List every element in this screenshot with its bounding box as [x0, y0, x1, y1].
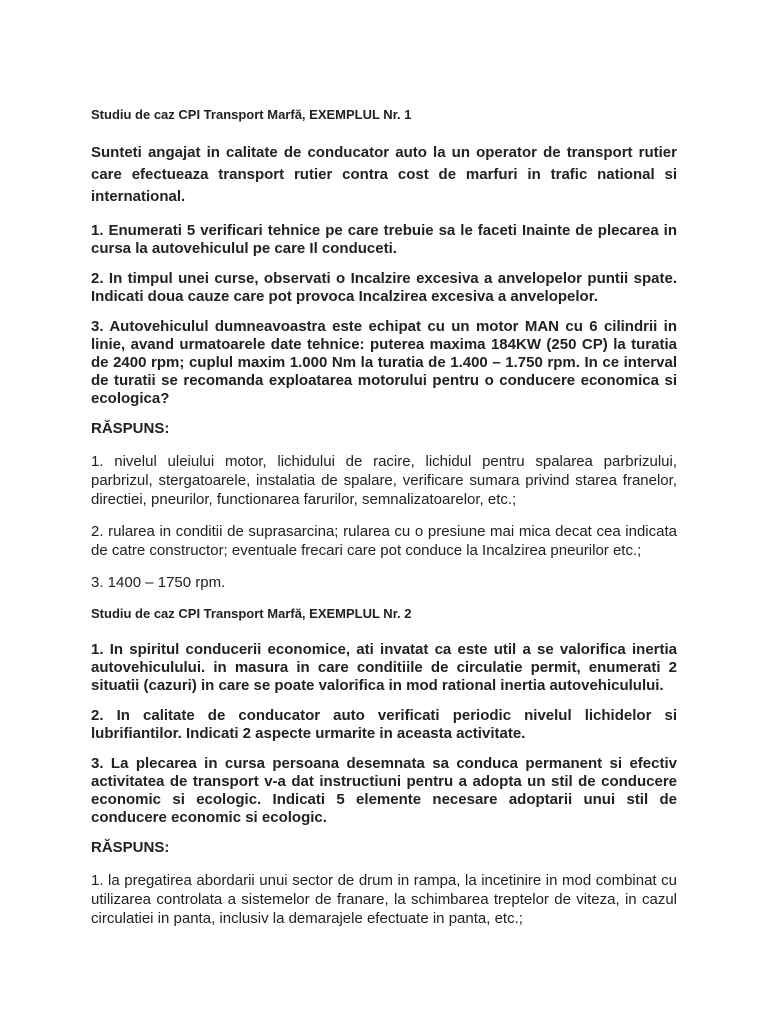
example-2-section — [91, 605, 677, 928]
example-1-heading: Studiu de caz CPI Transport Marfă, EXEMPLUL Nr. 1 — [91, 107, 412, 122]
example-1-answer-2: 2. rularea in conditii de suprasarcina; rularea cu o presiune mai mica decat cea indicata de catre constructor; eventuale frecari care pot conduce la Incalzirea pneurilor etc.; — [91, 523, 677, 559]
example-1-question-3: 3. Autovehiculul dumneavoastra este echipat cu un motor MAN cu 6 cilindrii in linie, avand urmatoarele date tehnice: puterea maxima 184KW (250 CP) la turatia de 2400 rpm; cuplul maxim 1.000 Nm la turatia de 1.400 – 1.750 rpm. In ce interval de turatii se recomanda exploatarea motorului pentru o conducere economica si ecologica? — [91, 318, 677, 407]
example-2-answer-title: RĂSPUNS: — [91, 839, 170, 856]
example-1-question-1: 1. Enumerati 5 verificari tehnice pe care trebuie sa le faceti Inainte de plecarea in cursa la autovehiculul pe care Il conduceti. — [91, 222, 677, 257]
example-1-section — [91, 106, 677, 592]
example-2-heading: Studiu de caz CPI Transport Marfă, EXEMPLUL Nr. 2 — [91, 606, 412, 621]
example-1-answer-title: RĂSPUNS: — [91, 420, 170, 437]
example-2-question-2: 2. In calitate de conducator auto verificati periodic nivelul lichidelor si lubrifiantilor. Indicati 2 aspecte urmarite in aceasta activitate. — [91, 707, 677, 742]
example-2-question-3: 3. La plecarea in cursa persoana desemnata sa conduca permanent si efectiv activitatea de transport v-a dat instructiuni pentru a adopta un stil de conducere economic si ecologic. Indicati 5 elemente necesare adoptarii unui stil de conducere economic si ecologic. — [91, 755, 677, 826]
example-1-question-2: 2. In timpul unei curse, observati o Incalzire excesiva a anvelopelor puntii spate. Indicati doua cauze care pot provoca Incalzirea excesiva a anvelopelor. — [91, 270, 677, 305]
example-1-answer-3: 3. 1400 – 1750 rpm. — [91, 574, 226, 591]
example-2-answer-1: 1. la pregatirea abordarii unui sector de drum in rampa, la incetinire in mod combinat cu utilizarea controlata a sistemelor de franare, la schimbarea treptelor de viteza, in cazul circulatiei in panta, inclusiv la demarajele efectuate in panta, etc.; — [91, 872, 677, 927]
example-1-answer-1: 1. nivelul uleiului motor, lichidului de racire, lichidul pentru spalarea parbrizului, parbrizul, stergatoarele, instalatia de spalare, verificare sumara privind starea franelor, directiei, pneurilor, functionarea farurilor, semnalizatoarelor, etc.; — [91, 453, 677, 508]
example-1-intro: Sunteti angajat in calitate de conducator auto la un operator de transport rutier care efectueaza transport rutier contra cost de marfuri in trafic national si international. — [91, 144, 677, 205]
example-2-question-1: 1. In spiritul conducerii economice, ati invatat ca este util a se valorifica inertia autovehiculului. in masura in care conditiile de circulatie permit, enumerati 2 situatii (cazuri) in care se poate valorifica in mod rational inertia autovehiculului. — [91, 641, 677, 694]
